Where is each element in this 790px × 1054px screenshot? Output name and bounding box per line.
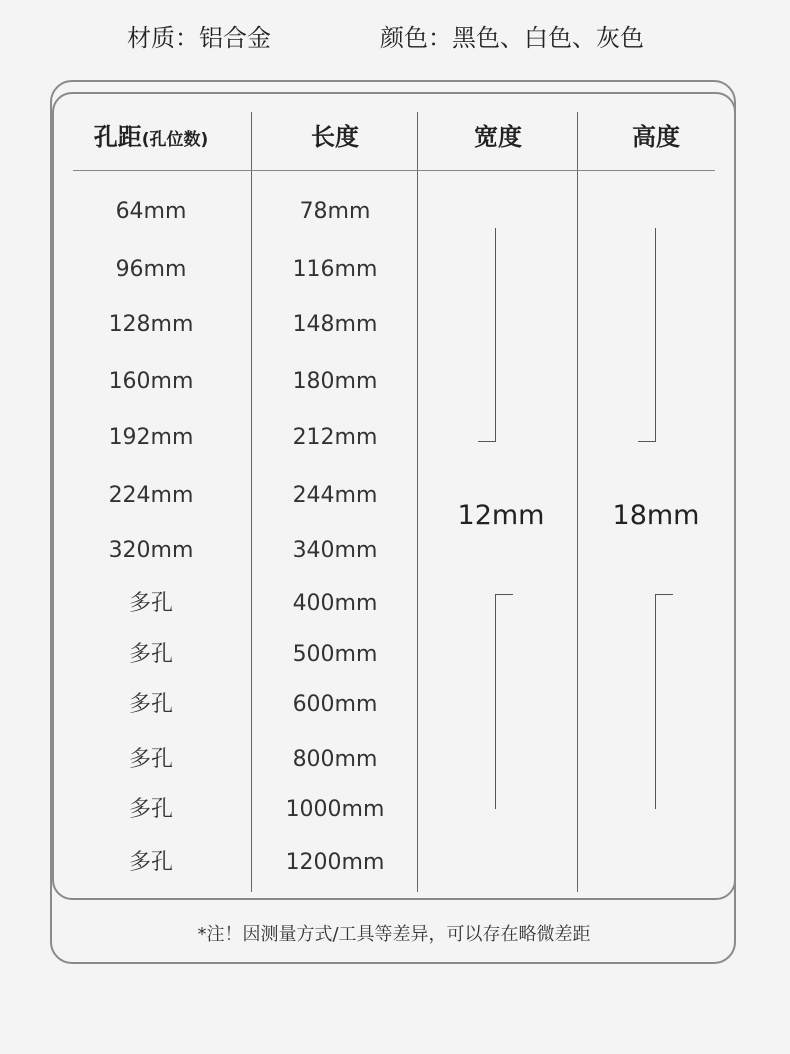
hole-spacing-cell: 多孔 [128, 850, 173, 875]
length-cell: 78mm [299, 199, 371, 224]
hole-spacing-cell: 320mm [108, 538, 194, 563]
length-cell: 800mm [292, 747, 378, 772]
length-cell: 180mm [292, 369, 378, 394]
material-label: 材质：铝合金 [127, 24, 271, 52]
length-cell: 1000mm [285, 797, 385, 822]
height-bracket-top [638, 228, 656, 442]
hole-spacing-cell: 多孔 [128, 642, 173, 667]
length-cell: 340mm [292, 538, 378, 563]
column-header-height: 高度 [632, 123, 680, 151]
length-cell: 244mm [292, 483, 378, 508]
column-header-length: 长度 [311, 123, 359, 151]
hole-spacing-cell: 多孔 [128, 747, 173, 772]
height-bracket-bottom [655, 594, 673, 809]
column-header-width: 宽度 [474, 123, 522, 151]
column-header-hole-spacing [62, 112, 240, 162]
hole-spacing-cell: 160mm [108, 369, 194, 394]
length-cell: 212mm [292, 425, 378, 450]
length-cell: 400mm [292, 591, 378, 616]
length-cell: 500mm [292, 642, 378, 667]
hole-spacing-cell: 多孔 [128, 797, 173, 822]
width-bracket-bottom [495, 594, 513, 809]
hole-spacing-cell: 96mm [115, 257, 187, 282]
hole-spacing-cell: 64mm [115, 199, 187, 224]
length-cell: 600mm [292, 692, 378, 717]
column-header-hole-spacing-label: 孔距 [93, 123, 142, 151]
hole-spacing-cell: 192mm [108, 425, 194, 450]
hole-spacing-cell: 多孔 [128, 591, 173, 616]
color-label: 颜色：黑色、白色、灰色 [380, 24, 644, 52]
hole-spacing-cell: 128mm [108, 312, 194, 337]
length-cell: 116mm [292, 257, 378, 282]
hole-spacing-cell: 224mm [108, 483, 194, 508]
length-cell: 1200mm [285, 850, 385, 875]
hole-spacing-cell: 多孔 [128, 692, 173, 717]
measurement-note: *注！因测量方式/工具等差异，可以存在略微差距 [197, 924, 591, 945]
height-value: 18mm [612, 500, 700, 531]
width-bracket-top [478, 228, 496, 442]
width-value: 12mm [457, 500, 545, 531]
header-divider [73, 170, 715, 171]
column-header-hole-count: (孔位数) [141, 130, 209, 150]
length-cell: 148mm [292, 312, 378, 337]
